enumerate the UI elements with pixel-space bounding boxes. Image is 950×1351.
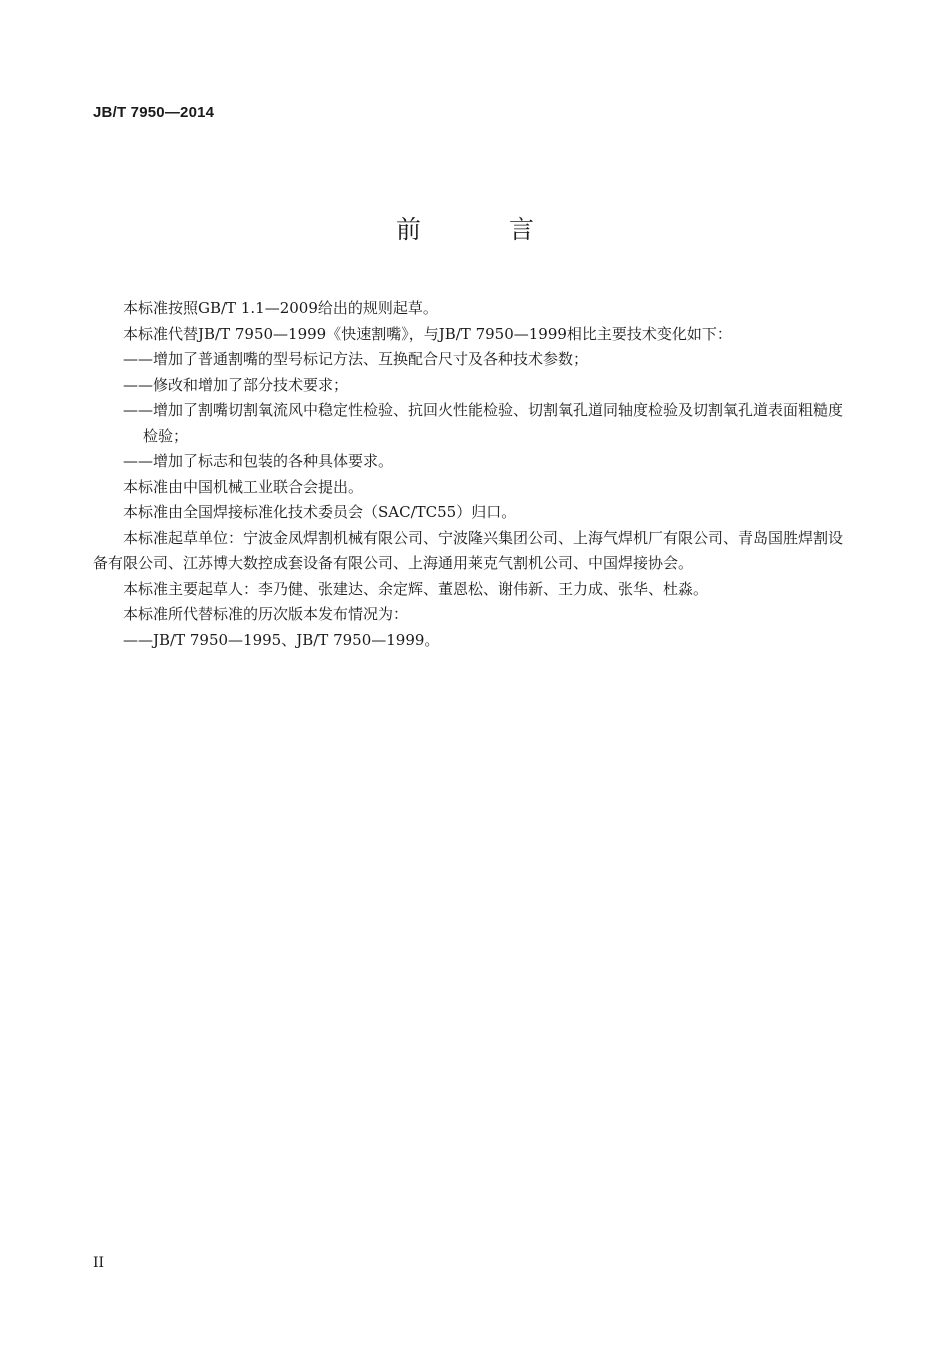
paragraph-drafters: 本标准主要起草人：李乃健、张建达、余定辉、董恩松、谢伟新、王力成、张华、杜淼。 bbox=[123, 579, 709, 598]
paragraph-drafting-units: 本标准起草单位：宁波金凤焊割机械有限公司、宁波隆兴集团公司、上海气焊机厂有限公司、青岛国胜焊割设备有限公司、江苏博大数控成套设备有限公司、上海通用莱克气割机公司、中国焊接协会。 bbox=[93, 528, 844, 572]
change-item-marking: ——增加了普通割嘴的型号标记方法、互换配合尺寸及各种技术参数； bbox=[123, 350, 589, 368]
page-number: II bbox=[93, 1255, 105, 1271]
paragraph-history-intro: 本标准所代替标准的历次版本发布情况为： bbox=[123, 605, 409, 623]
paragraph-replacement: 本标准代替JB/T 7950—1999《快速割嘴》，与JB/T 7950—1999相比主要技术变化如下： bbox=[123, 324, 732, 343]
change-item-inspections: ——增加了割嘴切割氧流风中稳定性检验、抗回火性能检验、切割氧孔道同轴度检验及切割氧孔道表面粗糙度检验； bbox=[123, 401, 844, 445]
paragraph-centralized-by: 本标准由全国焊接标准化技术委员会（SAC/TC55）归口。 bbox=[123, 503, 517, 521]
paragraph-proposed-by: 本标准由中国机械工业联合会提出。 bbox=[123, 477, 364, 496]
foreword-body bbox=[93, 296, 843, 653]
change-item-requirements: ——修改和增加了部分技术要求； bbox=[123, 375, 349, 394]
change-item-packaging: ——增加了标志和包装的各种具体要求。 bbox=[123, 452, 394, 470]
paragraph-drafting-rules: 本标准按照GB/T 1.1—2009给出的规则起草。 bbox=[123, 299, 438, 317]
history-item: ——JB/T 7950—1995、JB/T 7950—1999。 bbox=[123, 630, 440, 649]
standard-number-header: JB/T 7950—2014 bbox=[93, 104, 215, 121]
page-title: 前 言 bbox=[396, 215, 574, 244]
